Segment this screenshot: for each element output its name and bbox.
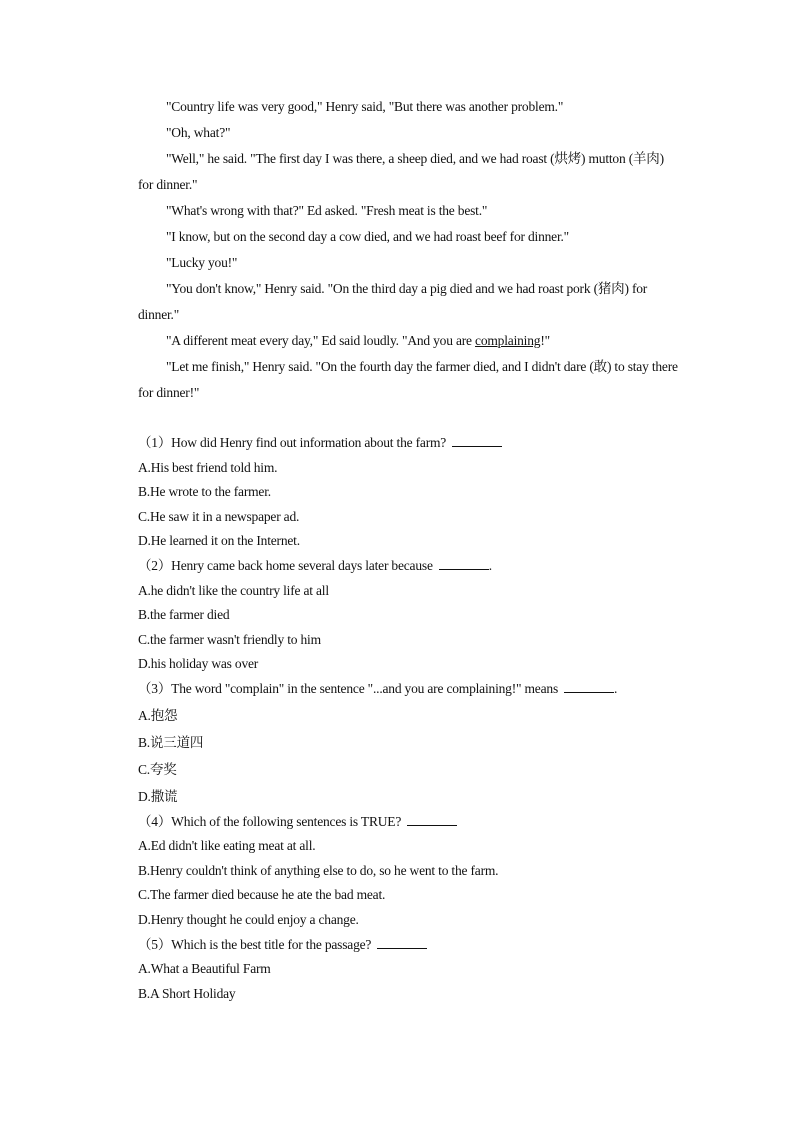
- question-stem: [138, 810, 678, 835]
- question-stem: [138, 933, 678, 958]
- answer-blank[interactable]: [439, 557, 489, 570]
- question-4: [138, 810, 678, 933]
- answer-blank[interactable]: [452, 434, 502, 447]
- passage-paragraph-1: "Country life was very good," Henry said, "But there was another problem.": [166, 99, 564, 114]
- option-a: A.Ed didn't like eating meat at all.: [138, 838, 316, 854]
- answer-blank[interactable]: [407, 813, 457, 826]
- question-4-text: （4）Which of the following sentences is TRUE?: [138, 813, 402, 829]
- passage-paragraph-9: "Let me finish," Henry said. "On the fourth day the farmer died, and I didn't dare (敢) to stay there for dinner!": [138, 359, 678, 400]
- option-a: A.抱怨: [138, 707, 178, 723]
- option-d: D.his holiday was over: [138, 656, 259, 672]
- passage-paragraph-4: "What's wrong with that?" Ed asked. "Fresh meat is the best.": [166, 203, 488, 218]
- option-b: B.Henry couldn't think of anything else to do, so he went to the farm.: [138, 862, 499, 878]
- section-gap: [138, 406, 678, 431]
- question-3-text: （3）The word "complain" in the sentence "...and you are complaining!" means: [138, 680, 558, 696]
- option-a: A.What a Beautiful Farm: [138, 961, 271, 977]
- passage-paragraph-7: "You don't know," Henry said. "On the third day a pig died and we had roast pork (猪肉) for dinner.": [138, 281, 648, 322]
- option-d: D.Henry thought he could enjoy a change.: [138, 911, 359, 927]
- question-2: [138, 554, 678, 677]
- question-stem: [138, 554, 678, 579]
- period: .: [488, 557, 492, 573]
- question-stem: [138, 431, 678, 456]
- passage-paragraph-5: "I know, but on the second day a cow died, and we had roast beef for dinner.": [166, 229, 569, 244]
- passage-paragraph-6: "Lucky you!": [166, 255, 238, 270]
- passage-paragraph-2: "Oh, what?": [166, 125, 231, 140]
- option-b: B.A Short Holiday: [138, 985, 236, 1001]
- question-stem: [138, 677, 678, 702]
- option-a: A.he didn't like the country life at all: [138, 582, 329, 598]
- question-2-text: （2）Henry came back home several days later because: [138, 557, 433, 573]
- option-b: B.说三道四: [138, 734, 204, 750]
- passage-paragraph-8: [138, 328, 678, 354]
- question-5: [138, 933, 678, 1007]
- underlined-word-complaining: complaining: [475, 333, 541, 348]
- answer-blank[interactable]: [377, 936, 427, 949]
- option-d: D.撒谎: [138, 788, 178, 804]
- option-d: D.He learned it on the Internet.: [138, 533, 300, 549]
- passage-paragraph-8-end: !": [540, 333, 550, 348]
- option-a: A.His best friend told him.: [138, 459, 278, 475]
- option-c: C.夸奖: [138, 761, 177, 777]
- option-c: C.The farmer died because he ate the bad meat.: [138, 887, 386, 903]
- question-5-text: （5）Which is the best title for the passage?: [138, 936, 372, 952]
- question-1: [138, 431, 678, 554]
- question-3: [138, 677, 678, 810]
- option-b: B.the farmer died: [138, 607, 230, 623]
- option-c: C.the farmer wasn't friendly to him: [138, 631, 321, 647]
- answer-blank[interactable]: [564, 680, 614, 693]
- question-1-text: （1）How did Henry find out information about the farm?: [138, 435, 447, 450]
- document-content: [138, 94, 678, 1006]
- passage-paragraph-8-start: "A different meat every day," Ed said loudly. "And you are: [166, 333, 476, 348]
- option-b: B.He wrote to the farmer.: [138, 484, 271, 500]
- passage-paragraph-3: "Well," he said. "The first day I was there, a sheep died, and we had roast (烘烤) mutton (羊肉) for dinner.": [138, 151, 664, 192]
- option-c: C.He saw it in a newspaper ad.: [138, 508, 300, 524]
- period: .: [614, 680, 618, 696]
